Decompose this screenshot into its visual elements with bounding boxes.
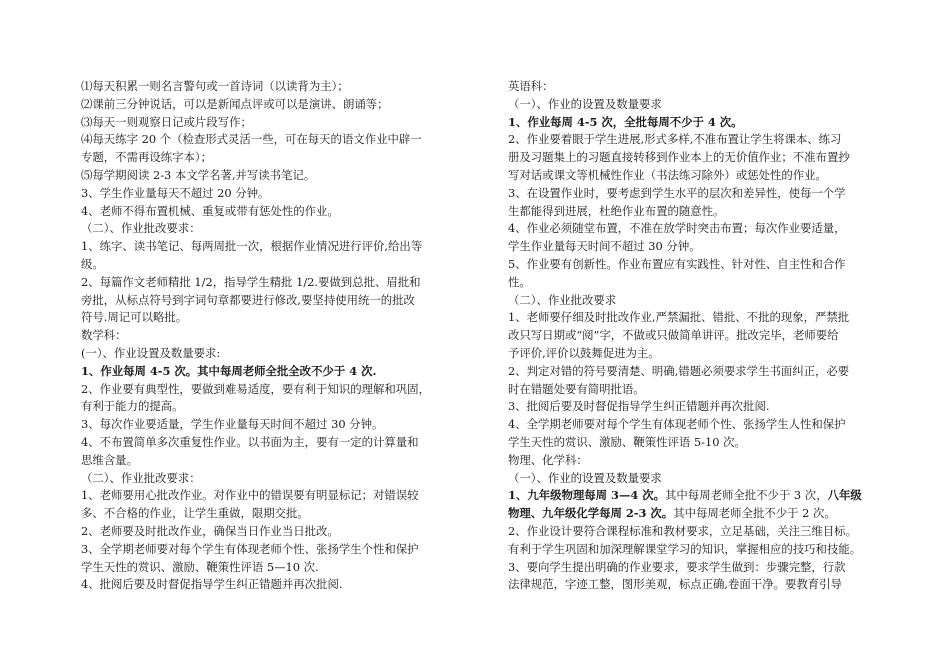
text-line: （二）、作业批改要求： xyxy=(81,470,201,485)
text-line: （一）、作业的设置及数量要求 xyxy=(508,470,662,485)
text-line: 学生天性的赏识、激励、鞭策性评语 5-10 次。 xyxy=(508,434,746,449)
text-line: 写对话或课文等机械性作业（书法练习除外）或惩处性的作业。 xyxy=(508,167,827,182)
text-line: （二）、作业批改要求 xyxy=(508,292,617,307)
text-line: 3、每次作业要适量，学生作业量每天时间不超过 30 分钟。 xyxy=(81,417,384,432)
text-line: 1、老师要仔细及时批改作业,严禁漏批、错批、不批的现象，严禁批 xyxy=(508,310,850,325)
text-line: ⑷每天练字 20 个（检查形式灵活一些，可在每天的语文作业中辟一 xyxy=(81,132,422,147)
text-line: 学生作业量每天时间不超过 30 分钟。 xyxy=(508,239,701,254)
text-line: 学生天性的赏识、激励、鞭策性评语 5—10 次. xyxy=(81,559,319,574)
text-line: ⑴每天积累一则名言警句或一首诗词（以读背为主）； xyxy=(81,79,349,93)
right-column xyxy=(508,78,886,594)
text-line: 旁批，从标点符号到字词句章都要进行修改,要坚持使用统一的批改 xyxy=(81,292,415,307)
text-line: 予评价,评价以鼓舞促进为主。 xyxy=(508,345,660,360)
text-line: 2、作业要着眼于学生进展,形式多样,不准布置让学生将课本、练习 xyxy=(508,132,842,147)
text-line: 符号.周记可以略批。 xyxy=(81,310,188,325)
text-line: 4、批阅后要及时督促指导学生纠正错题并再次批阅. xyxy=(81,577,343,592)
text-line: 时在错题处要有简明批语。 xyxy=(508,381,645,396)
text-line: 物理、化学科： xyxy=(508,452,588,467)
text-line: 数学科： xyxy=(81,328,127,343)
text-line: 有利于学生巩固和加深理解课堂学习的知识，掌握相应的技巧和技能。 xyxy=(508,541,862,556)
text-line: 改只写日期或“阅”字，不做或只做简单讲评。批改完毕，老师要给 xyxy=(508,328,839,343)
text-line: 1、老师要用心批改作业。对作业中的错误要有明显标记；对错误较 xyxy=(81,488,419,503)
bold-text: 八年级 xyxy=(827,488,862,503)
text-line: 4、老师不得布置机械、重复或带有惩处性的作业。 xyxy=(81,203,339,218)
bold-text: 物理、九年级化学每周 2-3 次。 xyxy=(508,506,674,521)
text-line xyxy=(508,487,886,505)
text-line: 3、在设置作业时，要考虑到学生水平的层次和差异性，使每一个学 xyxy=(508,185,846,200)
text-line: 1、作业每周 4-5 次。其中每周老师全批全改不少于 4 次. xyxy=(81,363,377,378)
text-line: 3、全学期老师要对每个学生有体现老师个性、张扬学生个性和保护 xyxy=(81,541,419,556)
text-line: 3、要向学生提出明确的作业要求，要求学生做到：步骤完整，行款 xyxy=(508,559,846,574)
text-line: 2、作业设计要符合课程标准和教材要求，立足基础，关注三维目标。 xyxy=(508,523,857,538)
bold-text: 1、九年级物理每周 3—4 次。 xyxy=(508,488,666,503)
text-line: 英语科： xyxy=(508,79,554,93)
text-line: 2、作业要有典型性，要做到难易适度，要有利于知识的理解和巩固， xyxy=(81,381,430,396)
text-line: 4、全学期老师要对每个学生有体现老师个性、张扬学生人性和保护 xyxy=(508,417,846,432)
text-line xyxy=(508,505,886,523)
text-segment: 其中每周老师全批不少于 3 次， xyxy=(665,488,828,503)
text-line: 级。 xyxy=(81,256,104,271)
text-line: 册及习题集上的习题直接转移到作业本上的无价值作业；不准布置抄 xyxy=(508,150,850,165)
text-line: 性。 xyxy=(508,274,531,289)
text-segment: 其中每周老师全批不少于 2 次。 xyxy=(673,506,836,521)
text-line: （一）、作业的设置及数量要求 xyxy=(508,96,662,111)
text-line: 有利于能力的提高。 xyxy=(81,399,184,414)
text-line: 3、学生作业量每天不超过 20 分钟。 xyxy=(81,185,270,200)
text-line: 2、每篇作文老师精批 1/2，指导学生精批 1/2.要做到总批、眉批和 xyxy=(81,274,421,289)
text-line: ⑵课前三分钟说话，可以是新闻点评或可以是演讲、朗诵等； xyxy=(81,96,389,111)
text-line: 法律规范，字迹工整，图形美观，标点正确,卷面干净。要教育引导 xyxy=(508,577,842,592)
text-line: 生都能得到进展，杜绝作业布置的随意性。 xyxy=(508,203,725,218)
text-line: 3、批阅后要及时督促指导学生纠正错题并再次批阅. xyxy=(508,399,770,414)
text-line: 多、不合格的作业，让学生重做，限期交批。 xyxy=(81,506,309,521)
text-line: 1、练字、读书笔记、每两周批一次，根据作业情况进行评价,给出等 xyxy=(81,239,423,254)
left-column xyxy=(81,78,473,594)
text-line: 专题，不需再设练字本）； xyxy=(81,150,212,165)
text-line: 思维含量。 xyxy=(81,452,138,467)
text-line: 4、作业必须随堂布置，不准在放学时突击布置；每次作业要适量， xyxy=(508,221,846,236)
text-line: 1、作业每周 4-5 次，全批每周不少于 4 次。 xyxy=(508,114,743,129)
text-line: ⑶每天一则观察日记或片段写作； xyxy=(81,114,252,129)
text-line: (一）、作业设置及数量要求: xyxy=(81,345,221,360)
text-line: ⑸每学期阅读 2-3 本文学名著,并写读书笔记。 xyxy=(81,167,316,182)
text-line: （二）、作业批改要求： xyxy=(81,221,201,236)
text-line: 2、判定对错的符号要清楚、明确,错题必须要求学生书面纠正，必要 xyxy=(508,363,850,378)
text-line: 2、老师要及时批改作业，确保当日作业当日批改。 xyxy=(81,523,339,538)
text-line: 5、作业要有创新性。作业布置应有实践性、针对性、自主性和合作 xyxy=(508,256,846,271)
text-line: 4、不布置简单多次重复性作业。以书面为主，要有一定的计算量和 xyxy=(81,434,419,449)
